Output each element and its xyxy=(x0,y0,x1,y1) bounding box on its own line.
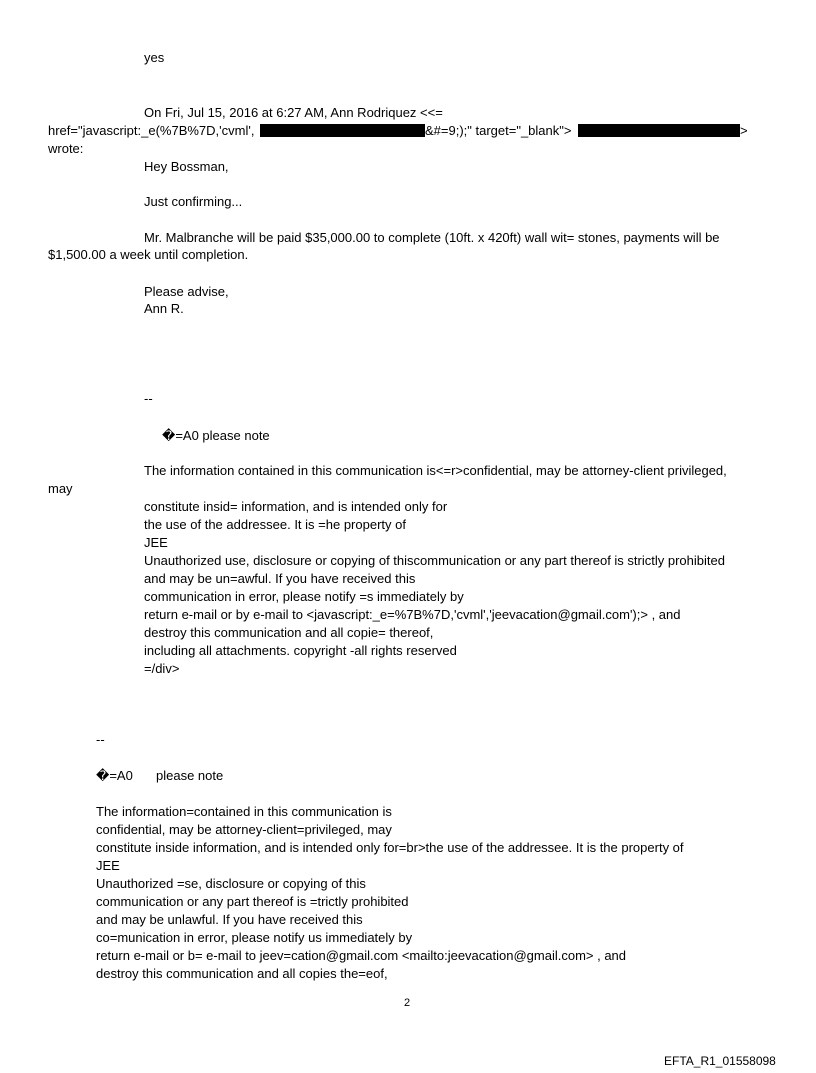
sig2-line-9: return e-mail or b= e-mail to jeev=cation@gmail.com <mailto:jeevacation@gmail.com> , and xyxy=(96,948,627,963)
sig2-line-3: constitute inside information, and is intended only for=br>the use of the addressee. It is the property of xyxy=(96,840,684,855)
header-line-2c: > xyxy=(740,123,748,138)
sig2-note-a: �=A0 xyxy=(96,768,133,783)
sig2-line-8: co=munication in error, please notify us immediately by xyxy=(96,930,413,945)
sig2-line-2: confidential, may be attorney-client=privileged, may xyxy=(96,822,392,837)
reply-text: yes xyxy=(144,50,165,65)
sig1-line-2: may xyxy=(48,481,73,496)
header-line-2b: &#=9;);" target="_blank"> xyxy=(425,123,572,138)
sig1-line-7: and may be un=awful. If you have received this xyxy=(144,571,416,586)
sig1-line-3: constitute insid= information, and is intended only for xyxy=(144,499,448,514)
header-line-1: On Fri, Jul 15, 2016 at 6:27 AM, Ann Rodriquez <<= xyxy=(144,105,443,120)
quoted-sign: Ann R. xyxy=(144,301,184,316)
sig2-line-10: destroy this communication and all copies the=eof, xyxy=(96,966,388,981)
sig2-line-1: The information=contained in this communication is xyxy=(96,804,392,819)
page-number: 2 xyxy=(404,997,411,1009)
quoted-confirm: Just confirming... xyxy=(144,194,243,209)
sig1-line-8: communication in error, please notify =s immediately by xyxy=(144,589,464,604)
sig2-line-7: and may be unlawful. If you have received this xyxy=(96,912,363,927)
redaction-bar xyxy=(578,124,740,137)
sig1-line-1: The information contained in this communication is<=r>confidential, may be attorney-client privileged, xyxy=(144,463,727,478)
quoted-body-1: Mr. Malbranche will be paid $35,000.00 to complete (10ft. x 420ft) wall wit= stones, payments will be xyxy=(144,230,720,245)
sig1-line-9: return e-mail or by e-mail to <javascript:_e=%7B%7D,'cvml','jeevacation@gmail.com');> , and xyxy=(144,607,681,622)
sig1-line-11: including all attachments. copyright -all rights reserved xyxy=(144,643,457,658)
document-id: EFTA_R1_01558098 xyxy=(664,1054,776,1068)
sig1-line-5: JEE xyxy=(144,535,168,550)
sig2-dashes: -- xyxy=(96,732,105,747)
quoted-body-2: $1,500.00 a week until completion. xyxy=(48,247,249,262)
sig1-dashes: -- xyxy=(144,391,153,406)
sig1-line-4: the use of the addressee. It is =he property of xyxy=(144,517,406,532)
sig2-line-6: communication or any part thereof is =trictly prohibited xyxy=(96,894,409,909)
sig1-line-12: =/div> xyxy=(144,661,180,676)
quoted-advise: Please advise, xyxy=(144,284,229,299)
sig2-line-5: Unauthorized =se, disclosure or copying of this xyxy=(96,876,366,891)
sig1-note: �=A0 please note xyxy=(162,428,270,443)
header-line-3: wrote: xyxy=(48,141,84,156)
sig1-line-6: Unauthorized use, disclosure or copying of thiscommunication or any part thereof is strictly prohibited xyxy=(144,553,725,568)
header-line-2a: href="javascript:_e(%7B%7D,'cvml', xyxy=(48,123,255,138)
sig2-note-b: please note xyxy=(156,768,224,783)
sig1-line-10: destroy this communication and all copie= thereof, xyxy=(144,625,434,640)
sig2-line-4: JEE xyxy=(96,858,120,873)
quoted-greeting: Hey Bossman, xyxy=(144,159,229,174)
redaction-bar xyxy=(260,124,425,137)
